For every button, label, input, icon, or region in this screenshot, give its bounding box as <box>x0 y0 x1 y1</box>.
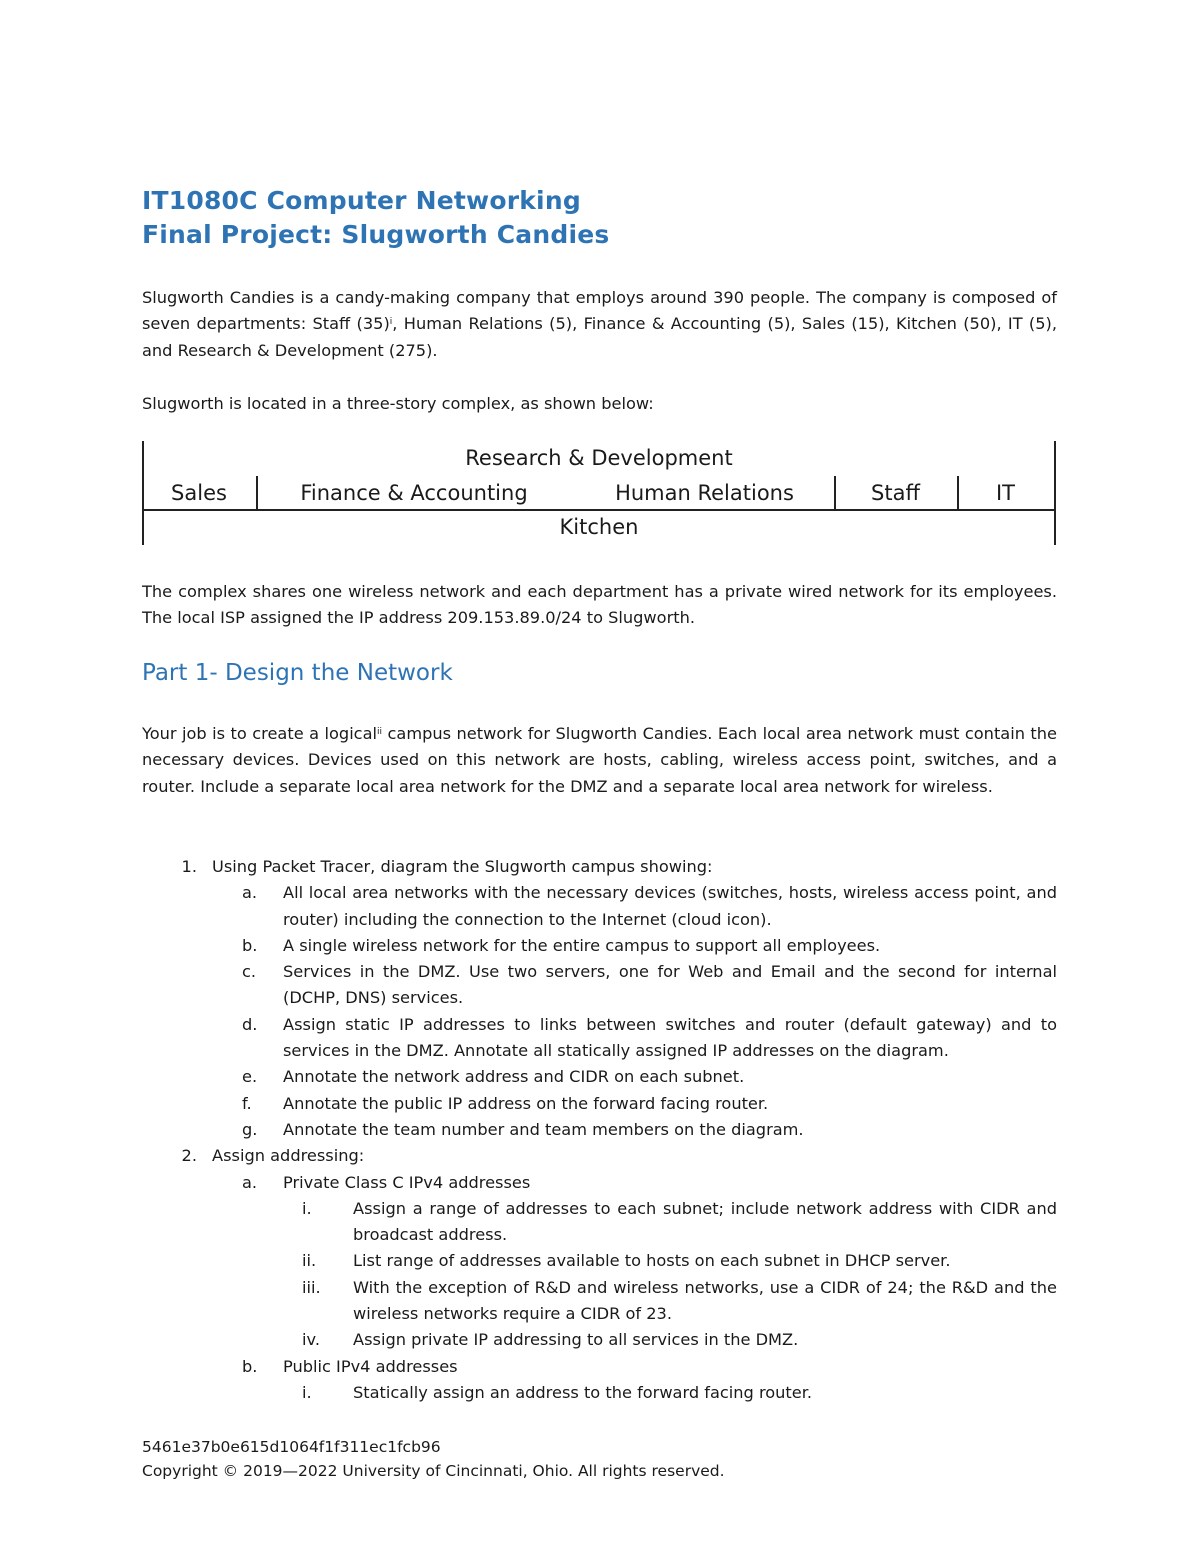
document-subtitle: Final Project: Slugworth Candies <box>142 220 610 249</box>
room-sales: Sales <box>171 481 227 505</box>
list-letter: f. <box>242 1093 252 1113</box>
location-paragraph: Slugworth is located in a three-story complex, as shown below: <box>142 394 654 413</box>
list-roman: iv. <box>302 1330 320 1350</box>
list-letter: d. <box>242 1014 258 1034</box>
list-item <box>142 1248 1057 1274</box>
footer-copyright: Copyright © 2019—2022 University of Cincinnati, Ohio. All rights reserved. <box>142 1462 725 1480</box>
list-item <box>142 1327 1057 1353</box>
list-item <box>142 1380 1057 1406</box>
floor-research-development: Research & Development <box>465 446 733 470</box>
list-item <box>142 1012 1057 1065</box>
list-text: Annotate the public IP address on the forward facing router. <box>283 1093 769 1113</box>
list-text: Services in the DMZ. Use two servers, one for Web and Email and the second for internal (DCHP, DNS) services. <box>283 962 1057 1008</box>
list-item <box>142 1064 1057 1090</box>
list-item <box>142 1117 1057 1143</box>
list-letter: b. <box>242 1356 258 1376</box>
list-text: Statically assign an address to the forward facing router. <box>353 1382 813 1402</box>
footnote-mark-ii[interactable]: ii <box>377 727 383 737</box>
list-roman: i. <box>302 1382 312 1402</box>
list-letter: a. <box>242 1172 258 1192</box>
list-item <box>142 933 1057 959</box>
job-text-2: campus network for Slugworth Candies. Each local area network must contain the necessary devices. Devices used on this network are hosts, cabling, wireless access point, switches, and a router. Include a separate local area network for the DMZ and a separate local area network for wireless. <box>142 724 1057 796</box>
list-letter: g. <box>242 1119 258 1139</box>
list-letter: a. <box>242 883 258 903</box>
list-item <box>142 854 1057 880</box>
room-finance-accounting: Finance & Accounting <box>300 481 528 505</box>
list-text: Assign private IP addressing to all services in the DMZ. <box>353 1330 799 1350</box>
table-divider-1 <box>256 476 258 510</box>
list-item <box>142 1275 1057 1328</box>
document-title: IT1080C Computer Networking <box>142 186 581 215</box>
intro-paragraph <box>142 285 1057 364</box>
floor-kitchen: Kitchen <box>559 515 639 539</box>
job-text-1: Your job is to create a logical <box>142 724 378 743</box>
list-text: With the exception of R&D and wireless networks, use a CIDR of 24; the R&D and the wireless networks require a CIDR of 23. <box>353 1277 1057 1324</box>
list-number: 2. <box>181 1146 197 1166</box>
list-text: Assign static IP addresses to links between switches and router (default gateway) and to services in the DMZ. Annotate all statically assigned IP addresses on the diagram. <box>283 1014 1057 1061</box>
list-item <box>142 1143 1057 1169</box>
list-text: Using Packet Tracer, diagram the Slugworth campus showing: <box>212 857 713 876</box>
job-paragraph <box>142 721 1057 800</box>
intro-text-1: Slugworth Candies is a candy-making company that employs around 390 people. The company is composed of seven departments: Staff (35) <box>142 288 1057 334</box>
list-text: Public IPv4 addresses <box>283 1356 458 1376</box>
list-roman: ii. <box>302 1251 317 1271</box>
list-number: 1. <box>181 857 197 876</box>
list-text: Annotate the network address and CIDR on each subnet. <box>283 1067 745 1087</box>
list-text: Annotate the team number and team members on the diagram. <box>283 1119 804 1139</box>
list-roman: iii. <box>302 1277 321 1297</box>
room-staff: Staff <box>871 481 920 505</box>
list-text: List range of addresses available to hosts on each subnet in DHCP server. <box>353 1251 951 1271</box>
list-text: A single wireless network for the entire campus to support all employees. <box>283 935 881 955</box>
footnote-mark-i[interactable]: i <box>389 317 393 328</box>
list-item <box>142 1354 1057 1380</box>
instruction-list <box>142 854 1057 1406</box>
intro-text-2: , Human Relations (5), Finance & Accounting (5), Sales (15), Kitchen (50), IT (5), and Research & Development (275). <box>142 314 1057 360</box>
room-it: IT <box>995 481 1016 505</box>
table-floor-divider <box>142 509 1056 511</box>
list-letter: b. <box>242 935 258 955</box>
list-item <box>142 880 1057 933</box>
list-text: Assign addressing: <box>212 1146 365 1166</box>
list-letter: e. <box>242 1067 258 1087</box>
list-item <box>142 1196 1057 1249</box>
list-item <box>142 959 1057 1012</box>
network-paragraph: The complex shares one wireless network and each department has a private wired network for its employees. The local ISP assigned the IP address 209.153.89.0/24 to Slugworth. <box>142 582 1057 628</box>
building-floor-table <box>142 441 1056 545</box>
list-text: Private Class C IPv4 addresses <box>283 1172 531 1192</box>
list-text: Assign a range of addresses to each subnet; include network address with CIDR and broadcast address. <box>353 1198 1057 1245</box>
list-item <box>142 1091 1057 1117</box>
part1-heading: Part 1- Design the Network <box>142 660 453 686</box>
room-human-relations: Human Relations <box>615 481 794 505</box>
list-text: All local area networks with the necessary devices (switches, hosts, wireless access point, and router) including the connection to the Internet (cloud icon). <box>283 883 1057 929</box>
list-item <box>142 1170 1057 1196</box>
list-roman: i. <box>302 1198 312 1218</box>
footer-hash: 5461e37b0e615d1064f1f311ec1fcb96 <box>142 1438 441 1456</box>
list-letter: c. <box>242 962 257 982</box>
